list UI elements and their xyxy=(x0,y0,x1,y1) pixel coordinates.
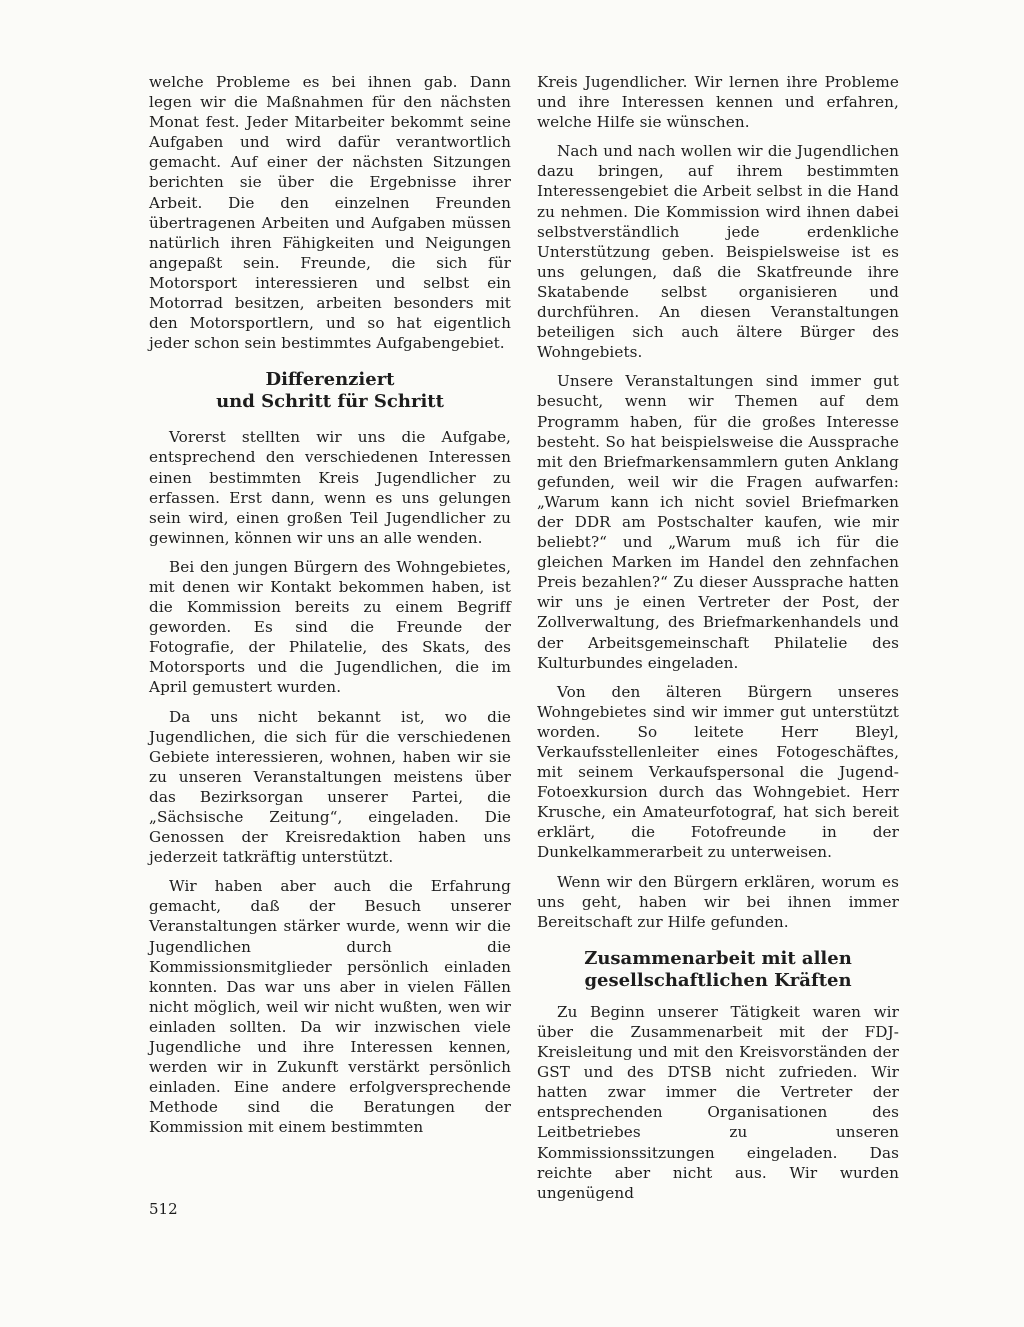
paragraph: Kreis Jugendlicher. Wir lernen ihre Probleme und ihre Interessen kennen und erfahren, welche Hilfe sie wünschen. xyxy=(537,73,899,132)
heading-line: Differenziert xyxy=(265,369,395,391)
paragraph: Zu Beginn unserer Tätigkeit waren wir über die Zusammenarbeit mit der FDJ-Kreisleitung und mit den Kreisvorständen der GST und des DTSB nicht zufrieden. Wir hatten zwar immer die Vertreter der entsprechenden Organisationen des Leitbetriebes zu unseren Kommissionssitzungen eingeladen. Das reichte aber nicht aus. Wir wurden ungenügend xyxy=(537,1002,899,1202)
left-column xyxy=(149,72,511,1147)
paragraph: Wir haben aber auch die Erfahrung gemacht, daß der Besuch unserer Veranstaltungen stärker wurde, wenn wir die Jugendlichen durch die Kommissionsmitglieder persönlich einladen konnten. Das war uns aber in vielen Fällen nicht möglich, weil wir nicht wußten, wen wir einladen sollten. Da wir inzwischen viele Jugendliche und ihre Interessen kennen, werden wir in Zukunft verstärkt persönlich einladen. Eine andere erfolgversprechende Methode sind die Beratungen der Kommission mit einem bestimmten xyxy=(149,877,511,1137)
heading-line: Zusammenarbeit mit allen xyxy=(584,947,852,969)
right-column xyxy=(537,72,899,1212)
page-number: 512 xyxy=(149,1200,178,1218)
paragraph: Da uns nicht bekannt ist, wo die Jugendlichen, die sich für die verschiedenen Gebiete interessieren, wohnen, haben wir sie zu unseren Veranstaltungen meistens über das Bezirksorgan unserer Partei, die „Sächsische Zeitung“, eingeladen. Die Genossen der Kreisredaktion haben uns jederzeit tatkräftig unterstützt. xyxy=(149,707,511,867)
paragraph: Von den älteren Bürgern unseres Wohngebietes sind wir immer gut unterstützt worden. So leitete Herr Bleyl, Verkaufsstellenleiter eines Fotogeschäftes, mit seinem Verkaufspersonal die Jugend-Fotoexkursion durch das Wohngebiet. Herr Krusche, ein Amateurfotograf, hat sich bereit erklärt, die Fotofreunde in der Dunkelkammerarbeit zu unterweisen. xyxy=(537,682,899,862)
section-heading xyxy=(149,369,511,413)
paragraph: Nach und nach wollen wir die Jugendlichen dazu bringen, auf ihrem bestimmten Interessengebiet die Arbeit selbst in die Hand zu nehmen. Die Kommission wird ihnen dabei selbstverständlich jede erdenkliche Unterstützung geben. Beispielsweise ist es uns gelungen, daß die Skatfreunde ihre Skatabende selbst organisieren und durchführen. An diesen Veranstaltungen beteiligen sich auch ältere Bürger des Wohngebiets. xyxy=(537,142,899,362)
paragraph: Vorerst stellten wir uns die Aufgabe, entsprechend den verschiedenen Interessen einen bestimmten Kreis Jugendlicher zu erfassen. Erst dann, wenn es uns gelungen sein wird, einen großen Teil Jugendlicher zu gewinnen, können wir uns an alle wenden. xyxy=(149,428,511,547)
paragraph: Bei den jungen Bürgern des Wohngebietes, mit denen wir Kontakt bekommen haben, ist die Kommission bereits zu einem Begriff geworden. Es sind die Freunde der Fotografie, der Philatelie, des Skats, des Motorsports und die Jugendlichen, die im April gemustert wurden. xyxy=(149,557,511,697)
paragraph: Unsere Veranstaltungen sind immer gut besucht, wenn wir Themen auf dem Programm haben, für die großes Interesse besteht. So hat beispielsweise die Aussprache mit den Briefmarkensammlern guten Anklang gefunden, weil wir die Fragen aufwarfen: „Warum kann ich nicht soviel Briefmarken der DDR am Postschalter kaufen, wie mir beliebt?“ und „Warum muß ich für die gleichen Marken im Handel den zehnfachen Preis bezahlen?“ Zu dieser Aussprache hatten wir uns je einen Vertreter der Post, der Zollverwaltung, des Briefmarkenhandels und der Arbeitsgemeinschaft Philatelie des Kulturbundes eingeladen. xyxy=(537,372,899,672)
section-heading xyxy=(537,948,899,992)
heading-line: und Schritt für Schritt xyxy=(216,391,444,413)
paragraph: welche Probleme es bei ihnen gab. Dann legen wir die Maßnahmen für den nächsten Monat fest. Jeder Mitarbeiter bekommt seine Aufgaben und wird dafür verantwortlich gemacht. Auf einer der nächsten Sitzungen berichten sie über die Ergebnisse ihrer Arbeit. Die den einzelnen Freunden übertragenen Arbeiten und Aufgaben müssen natürlich ihren Fähigkeiten und Neigungen angepaßt sein. Freunde, die sich für Motorsport interessieren und selbst ein Motorrad besitzen, arbeiten besonders mit den Motorsportlern, und so hat eigentlich jeder schon sein bestimmtes Aufgabengebiet. xyxy=(149,73,511,353)
paragraph: Wenn wir den Bürgern erklären, worum es uns geht, haben wir bei ihnen immer Bereitschaft zur Hilfe gefunden. xyxy=(537,872,899,931)
heading-line: gesellschaftlichen Kräften xyxy=(584,969,852,991)
